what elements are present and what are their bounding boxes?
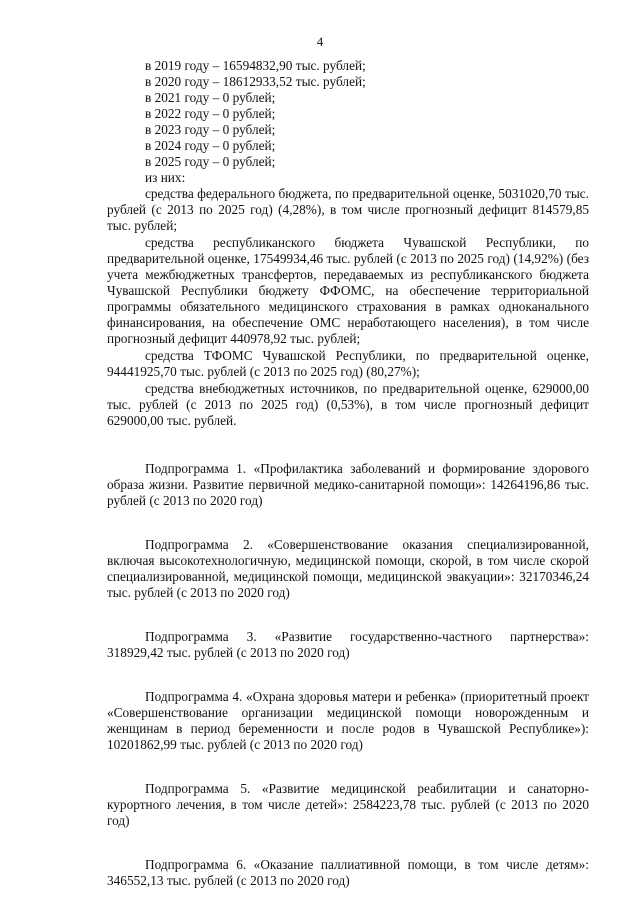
document-body xyxy=(107,58,589,889)
source-federal: средства федерального бюджета, по предварительной оценке, 5031020,70 тыс. рублей (с 2013 по 2025 год) (4,28%), в том числе прогнозный дефицит 814579,85 тыс. рублей; xyxy=(107,186,589,233)
page-number: 4 xyxy=(316,34,324,49)
year-line: в 2019 году – 16594832,90 тыс. рублей; xyxy=(145,58,366,73)
from-them-label: из них: xyxy=(145,170,186,185)
subprogram-3: Подпрограмма 3. «Развитие государственно-частного партнерства»: 318929,42 тыс. рублей (с 2013 по 2020 год) xyxy=(107,629,589,660)
year-line: в 2023 году – 0 рублей; xyxy=(145,122,276,137)
subprogram-4: Подпрограмма 4. «Охрана здоровья матери и ребенка» (приоритетный проект «Совершенствование организации медицинской помощи новорожденным и женщинам в период беременности и после родов в Чувашской Республике»): 10201862,99 тыс. рублей (с 2013 по 2020 год) xyxy=(107,689,589,752)
subprogram-1: Подпрограмма 1. «Профилактика заболеваний и формирование здорового образа жизни. Развитие первичной медико-санитарной помощи»: 14264196,86 тыс. рублей (с 2013 по 2020 год) xyxy=(107,461,589,508)
source-extrabudget: средства внебюджетных источников, по предварительной оценке, 629000,00 тыс. рублей (с 2013 по 2025 год) (0,53%), в том числе прогнозный дефицит 629000,00 тыс. рублей. xyxy=(107,381,589,428)
year-line: в 2020 году – 18612933,52 тыс. рублей; xyxy=(145,74,366,89)
year-line: в 2025 году – 0 рублей; xyxy=(145,154,276,169)
year-line: в 2022 году – 0 рублей; xyxy=(145,106,276,121)
subprogram-2: Подпрограмма 2. «Совершенствование оказания специализированной, включая высокотехнологичную, медицинской помощи, скорой, в том числе скорой специализированной, медицинской помощи, медицинской эвакуации»: 32170346,24 тыс. рублей (с 2013 по 2020 год) xyxy=(107,537,589,600)
subprogram-5: Подпрограмма 5. «Развитие медицинской реабилитации и санаторно-курортного лечения, в том числе детей»: 2584223,78 тыс. рублей (с 2013 по 2020 год) xyxy=(107,781,589,828)
year-line: в 2024 году – 0 рублей; xyxy=(145,138,276,153)
source-republic: средства республиканского бюджета Чувашской Республики, по предварительной оценке, 17549934,46 тыс. рублей (с 2013 по 2025 год) (14,92%) (без учета межбюджетных трансфертов, передаваемых из республиканского бюджета Чувашской Республики бюджету ФФОМС, на обеспечение территориальной программы обязательного медицинского страхования в рамках одноканального финансирования, на обеспечение ОМС неработающего населения), в том числе прогнозный дефицит 440978,92 тыс. рублей; xyxy=(107,235,589,346)
source-tfoms: средства ТФОМС Чувашской Республики, по предварительной оценке, 94441925,70 тыс. рублей (с 2013 по 2025 год) (80,27%); xyxy=(107,348,589,379)
year-line: в 2021 году – 0 рублей; xyxy=(145,90,276,105)
subprogram-6: Подпрограмма 6. «Оказание паллиативной помощи, в том числе детям»: 346552,13 тыс. рублей (с 2013 по 2020 год) xyxy=(107,857,589,888)
